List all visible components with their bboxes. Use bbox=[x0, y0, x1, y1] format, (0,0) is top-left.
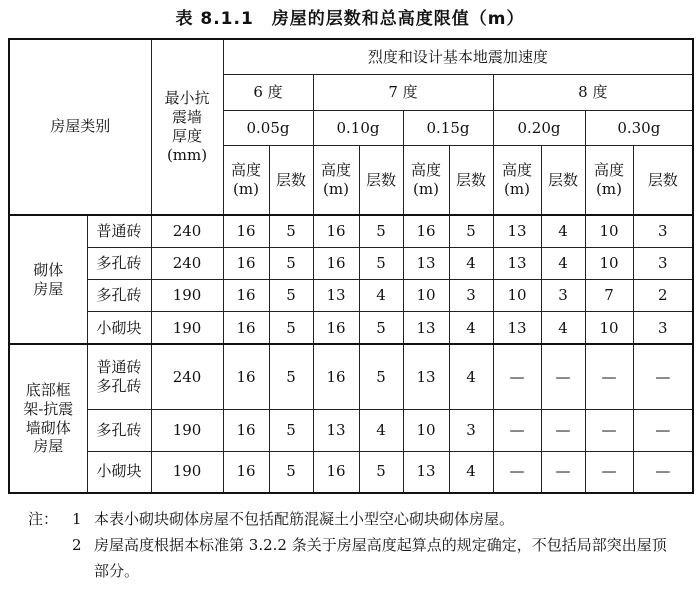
floors-value: 3 bbox=[449, 280, 493, 312]
floors-value: — bbox=[633, 409, 693, 451]
floors-value: — bbox=[633, 451, 693, 493]
table-row bbox=[9, 344, 693, 409]
height-value: 16 bbox=[313, 247, 359, 279]
note-item bbox=[28, 506, 678, 532]
height-value: 10 bbox=[585, 312, 633, 344]
height-value: 16 bbox=[313, 344, 359, 409]
header-accel-015: 0.15g bbox=[403, 110, 493, 146]
floors-value: 4 bbox=[449, 451, 493, 493]
floors-value: 4 bbox=[541, 215, 585, 247]
height-value: 16 bbox=[223, 312, 269, 344]
masonry-type: 普通砖 多孔砖 bbox=[87, 344, 151, 409]
height-value: 10 bbox=[585, 215, 633, 247]
height-value: — bbox=[493, 344, 541, 409]
height-value: 16 bbox=[223, 451, 269, 493]
floors-value: — bbox=[541, 409, 585, 451]
note-number: 2 bbox=[72, 536, 82, 554]
masonry-type: 多孔砖 bbox=[87, 280, 151, 312]
height-value: — bbox=[493, 409, 541, 451]
wall-thickness: 190 bbox=[151, 409, 223, 451]
floors-value: — bbox=[541, 344, 585, 409]
table-row bbox=[9, 215, 693, 247]
floors-value: 4 bbox=[449, 344, 493, 409]
floors-value: 3 bbox=[541, 280, 585, 312]
floors-value: 5 bbox=[449, 215, 493, 247]
note-text: 本表小砌块砌体房屋不包括配筋混凝土小型空心砌块砌体房屋。 bbox=[94, 510, 515, 528]
floors-value: 5 bbox=[269, 344, 313, 409]
table-row bbox=[9, 409, 693, 451]
table-row bbox=[9, 280, 693, 312]
table-row bbox=[9, 451, 693, 493]
header-category: 房屋类别 bbox=[9, 39, 151, 215]
height-value: — bbox=[493, 451, 541, 493]
floors-value: 4 bbox=[541, 247, 585, 279]
floors-value: 3 bbox=[633, 312, 693, 344]
header-floors: 层数 bbox=[449, 146, 493, 215]
header-floors: 层数 bbox=[633, 146, 693, 215]
notes bbox=[28, 506, 678, 584]
header-accel-030: 0.30g bbox=[585, 110, 693, 146]
wall-thickness: 240 bbox=[151, 344, 223, 409]
height-value: — bbox=[585, 409, 633, 451]
floors-value: 4 bbox=[359, 409, 403, 451]
header-intensity-group: 烈度和设计基本地震加速度 bbox=[223, 39, 693, 75]
header-floors: 层数 bbox=[541, 146, 585, 215]
height-value: 13 bbox=[403, 451, 449, 493]
header-accel-005: 0.05g bbox=[223, 110, 313, 146]
height-value: 13 bbox=[403, 247, 449, 279]
limits-table bbox=[8, 38, 694, 494]
height-value: 13 bbox=[493, 215, 541, 247]
note-item bbox=[28, 532, 678, 584]
height-value: 16 bbox=[313, 312, 359, 344]
height-value: 13 bbox=[493, 247, 541, 279]
floors-value: 5 bbox=[269, 409, 313, 451]
height-value: 7 bbox=[585, 280, 633, 312]
floors-value: — bbox=[541, 451, 585, 493]
floors-value: 3 bbox=[633, 247, 693, 279]
masonry-type: 多孔砖 bbox=[87, 409, 151, 451]
header-intensity-8: 8 度 bbox=[493, 75, 693, 111]
table-row bbox=[9, 247, 693, 279]
floors-value: 5 bbox=[359, 215, 403, 247]
masonry-type: 普通砖 bbox=[87, 215, 151, 247]
height-value: 13 bbox=[493, 312, 541, 344]
floors-value: 5 bbox=[269, 215, 313, 247]
height-value: 13 bbox=[403, 344, 449, 409]
height-value: 13 bbox=[313, 409, 359, 451]
height-value: 10 bbox=[403, 280, 449, 312]
table-row bbox=[9, 312, 693, 344]
floors-value: 5 bbox=[269, 280, 313, 312]
height-value: 16 bbox=[223, 409, 269, 451]
group-name: 砌体 房屋 bbox=[9, 215, 87, 345]
height-value: — bbox=[585, 451, 633, 493]
header-height: 高度 (m) bbox=[493, 146, 541, 215]
floors-value: 4 bbox=[449, 247, 493, 279]
header-intensity-6: 6 度 bbox=[223, 75, 313, 111]
header-min-wall-thickness: 最小抗 震墙 厚度 (mm) bbox=[151, 39, 223, 215]
floors-value: 5 bbox=[359, 312, 403, 344]
header-height: 高度 (m) bbox=[585, 146, 633, 215]
header-floors: 层数 bbox=[269, 146, 313, 215]
wall-thickness: 190 bbox=[151, 312, 223, 344]
height-value: 10 bbox=[585, 247, 633, 279]
header-floors: 层数 bbox=[359, 146, 403, 215]
floors-value: 5 bbox=[269, 247, 313, 279]
floors-value: 5 bbox=[269, 451, 313, 493]
header-height: 高度 (m) bbox=[223, 146, 269, 215]
height-value: 16 bbox=[313, 451, 359, 493]
height-value: 13 bbox=[403, 312, 449, 344]
group-name: 底部框 架-抗震 墙砌体 房屋 bbox=[9, 344, 87, 493]
height-value: 16 bbox=[313, 215, 359, 247]
floors-value: 5 bbox=[359, 344, 403, 409]
height-value: 16 bbox=[223, 215, 269, 247]
floors-value: 4 bbox=[541, 312, 585, 344]
height-value: 16 bbox=[223, 280, 269, 312]
height-value: 16 bbox=[403, 215, 449, 247]
wall-thickness: 240 bbox=[151, 247, 223, 279]
header-intensity-7: 7 度 bbox=[313, 75, 493, 111]
floors-value: 5 bbox=[269, 312, 313, 344]
height-value: 16 bbox=[223, 344, 269, 409]
height-value: — bbox=[585, 344, 633, 409]
masonry-type: 多孔砖 bbox=[87, 247, 151, 279]
wall-thickness: 240 bbox=[151, 215, 223, 247]
header-accel-010: 0.10g bbox=[313, 110, 403, 146]
masonry-type: 小砌块 bbox=[87, 451, 151, 493]
note-number: 1 bbox=[72, 510, 82, 528]
wall-thickness: 190 bbox=[151, 280, 223, 312]
table-title: 表 8.1.1 房屋的层数和总高度限值（m） bbox=[175, 9, 525, 29]
floors-value: 3 bbox=[633, 215, 693, 247]
floors-value: 4 bbox=[449, 312, 493, 344]
floors-value: 4 bbox=[359, 280, 403, 312]
height-value: 10 bbox=[493, 280, 541, 312]
floors-value: 3 bbox=[449, 409, 493, 451]
note-prefix: 注： bbox=[28, 510, 59, 528]
floors-value: 5 bbox=[359, 451, 403, 493]
floors-value: 2 bbox=[633, 280, 693, 312]
note-text: 房屋高度根据本标准第 3.2.2 条关于房屋高度起算点的规定确定，不包括局部突出屋顶部分。 bbox=[94, 536, 667, 580]
header-height: 高度 (m) bbox=[313, 146, 359, 215]
height-value: 10 bbox=[403, 409, 449, 451]
floors-value: — bbox=[633, 344, 693, 409]
height-value: 13 bbox=[313, 280, 359, 312]
height-value: 16 bbox=[223, 247, 269, 279]
floors-value: 5 bbox=[359, 247, 403, 279]
header-accel-020: 0.20g bbox=[493, 110, 585, 146]
masonry-type: 小砌块 bbox=[87, 312, 151, 344]
wall-thickness: 190 bbox=[151, 451, 223, 493]
header-height: 高度 (m) bbox=[403, 146, 449, 215]
